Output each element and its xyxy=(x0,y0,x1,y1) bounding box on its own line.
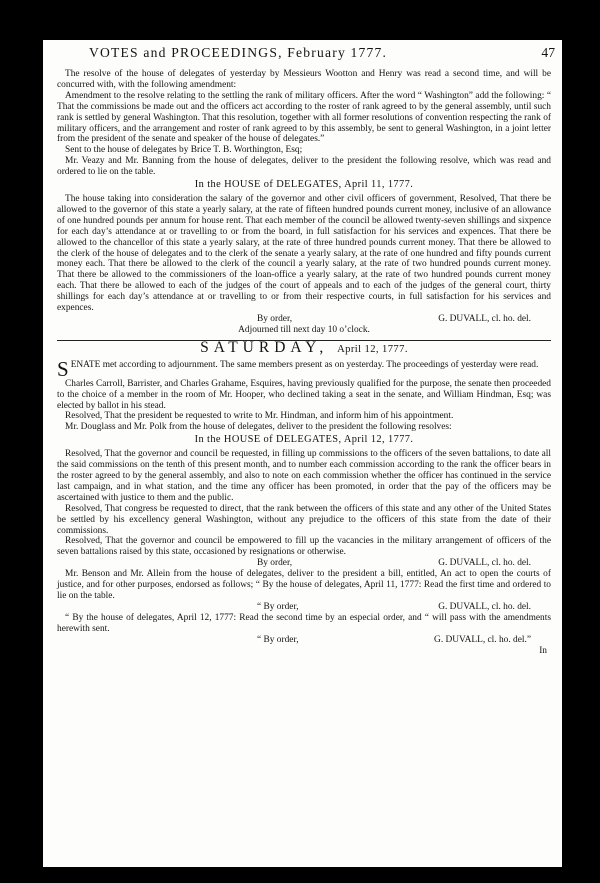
clerk-signature: G. DUVALL, cl. ho. del. xyxy=(438,313,531,324)
clerk-signature: G. DUVALL, cl. ho. del. xyxy=(438,601,531,612)
section-heading: In the HOUSE of DELEGATES, April 11, 1777. xyxy=(194,179,414,191)
running-header xyxy=(61,45,555,66)
page-body xyxy=(57,69,551,657)
signature-line xyxy=(57,602,551,613)
drop-cap: S xyxy=(57,356,69,381)
by-order-label: By order, xyxy=(257,313,293,324)
section-heading: In the HOUSE of DELEGATES, April 12, 1777. xyxy=(194,434,414,446)
document-page xyxy=(43,40,562,867)
signature-line xyxy=(57,314,551,325)
paragraph: Mr. Veazy and Mr. Banning from the house of delegates, deliver to the president the following resolve, which was read and ordered to lie on the table. xyxy=(57,156,551,178)
signature-line xyxy=(57,558,551,569)
paragraph: Charles Carroll, Barrister, and Charles Grahame, Esquires, having previously qualified for the purpose, the senate then proceeded to the choice of a member in the room of Mr. Hooper, who declined taking a seat in the senate, and William Hindman, Esq; was elected by ballot in his stead. xyxy=(57,378,551,411)
adjournment-note: Adjourned till next day 10 o’clock. xyxy=(238,324,370,335)
catchword: In xyxy=(539,645,547,656)
paragraph: The resolve of the house of delegates of yesterday by Messieurs Wootton and Henry was read a second time, and will be concurred with, with the following amendment: xyxy=(57,69,551,90)
day-date: April 12, 1777. xyxy=(337,343,408,355)
paragraph: Resolved, That the president be requested to write to Mr. Hindman, and inform him of his appointment. xyxy=(65,411,454,422)
paragraph-text: ENATE met according to adjournment. The same members present as on yesterday. The proceedings of yesterday were read. xyxy=(70,359,539,370)
paragraph: Amendment to the resolve relating to the settling the rank of military officers. After the word “ Washington” add the following: “ That the commissions be made out and the officers act according to the roster of rank agreed to by the general assembly, until such rank is settled by general Washington. That this resolution, together with all former resolutions of convention respecting the rank of military officers, and the arrangement and roster of rank agreed to by this assembly, be sent to general Washington, in a joint letter from the president of the senate and speaker of the house of delegates.” xyxy=(57,90,551,145)
day-name: SATURDAY, xyxy=(200,338,329,356)
paragraph: “ By the house of delegates, April 12, 1777: Read the second time by an especial order, and “ will pass with the amendments herewith sent. xyxy=(57,612,551,634)
by-order-label: “ By order, xyxy=(257,634,299,645)
paragraph: Sent to the house of delegates by Brice T. B. Worthington, Esq; xyxy=(65,145,303,156)
signature-line xyxy=(57,635,551,646)
paragraph: Mr. Douglass and Mr. Polk from the house of delegates, deliver to the president the following resolves: xyxy=(65,422,452,433)
page-title: VOTES and PROCEEDINGS, February 1777. xyxy=(89,45,388,60)
clerk-signature: G. DUVALL, cl. ho. del. xyxy=(438,558,531,569)
paragraph: The house taking into consideration the salary of the governor and other civil officers of government, Resolved, That there be allowed to the governor of this state a yearly salary, at the rate of fifteen hundred pounds current money, inclusive of an allowance of one hundred pounds per annum for house rent. That each member of the council be allowed twenty-seven shillings and sixpence for each day’s attendance at or travelling to or from the board, in full satisfaction for his services and expences. That there be allowed to the chancellor of this state a yearly salary, at the rate of three hundred pounds current money. That there be allowed to the clerk of the house of delegates and to the clerk of the senate a yearly salary, at the rate of one hundred and fifty pounds current money each. That there be allowed to the clerk of the council a yearly salary, at the rate of two hundred pounds current money. That there be allowed to the commissioners of the loan-office a yearly salary, at the rate of two hundred pounds current money each. That there be allowed to each of the judges of the court of appeals and to each of the judges of the general court, thirty shillings for each day’s attendance at or travelling to or from their respective courts, in full satisfaction for his services and expences. xyxy=(57,193,551,314)
by-order-label: “ By order, xyxy=(257,601,299,612)
by-order-label: By order, xyxy=(257,558,293,569)
page-number: 47 xyxy=(541,45,555,60)
paragraph: Resolved, That the governor and council be requested, in filling up commissions to the officers of the seven battalions, to date all the said commissions on the tenth of this present month, and to number each commission according to the rank the officer bears in the roster agreed to by the general assembly, and also to note on each commission whether the officer has continued in the service last campaign, and in what station, and the time any officer has been promoted, in order that the pay of the officers may be ascertained with justice to them and the public. xyxy=(57,449,551,503)
paragraph-dropcap xyxy=(57,356,551,381)
paragraph: Mr. Benson and Mr. Allein from the house of delegates, deliver to the president a bill, entitled, An act to open the courts of justice, and for other purposes, endorsed as follows; “ By the house of delegates, April 11, 1777: Read the first time and ordered to lie on the table. xyxy=(57,569,551,602)
paragraph: Resolved, That congress be requested to direct, that the rank between the officers of this state and any other of the United States be settled by his excellency general Washington, without any prejudice to the officers of this state from the date of their commissions. xyxy=(57,503,551,536)
day-heading xyxy=(57,338,551,356)
clerk-signature: G. DUVALL, cl. ho. del.” xyxy=(434,634,531,645)
paragraph: Resolved, That the governor and council be empowered to fill up the vacancies in the military arrangement of officers of the seven battalions raised by this state, occasioned by resignations or otherwise. xyxy=(57,536,551,558)
